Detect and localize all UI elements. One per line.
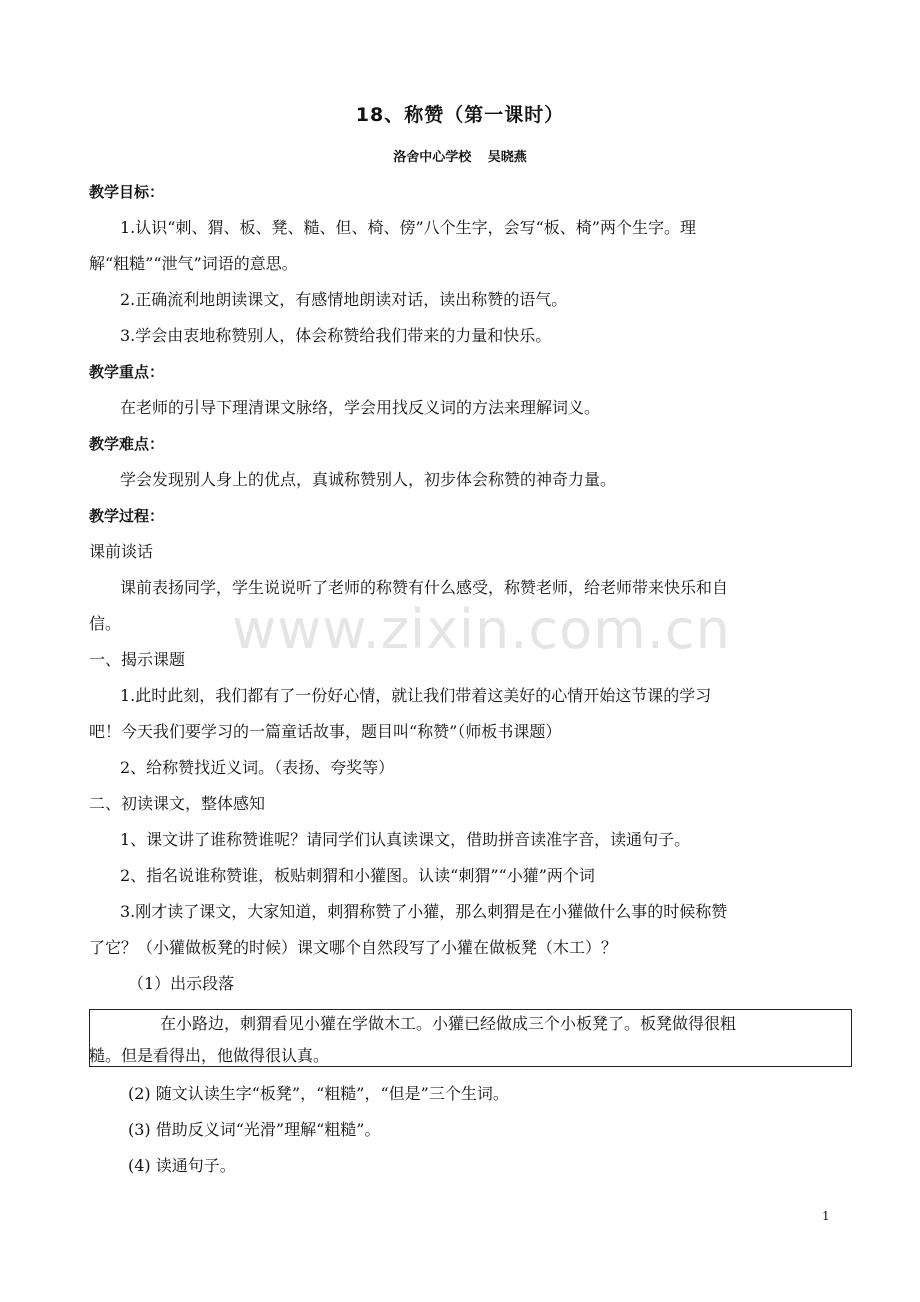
key-point-text: 在老师的引导下理清课文脉络，学会用找反义词的方法来理解词义。 (120, 398, 601, 417)
heading-key-points: 教学重点： (89, 363, 165, 381)
section-1-item-2: 2、给称赞找近义词。（表扬、夸奖等） (120, 758, 395, 777)
sub-item-3: (3) 借助反义词“光滑”理解“粗糙”。 (128, 1120, 381, 1139)
heading-process: 教学过程： (89, 507, 165, 525)
sub-item-2: (2) 随文认读生字“板凳”，“粗糙”，“但是”三个生词。 (128, 1084, 509, 1103)
page-number: 1 (822, 1209, 830, 1223)
section-2-heading: 二、初读课文，整体感知 (89, 794, 266, 813)
heading-teaching-goals: 教学目标： (89, 183, 165, 201)
section-2-item-1: 1、课文讲了谁称赞谁呢？请同学们认真读课文，借助拼音读准字音，读通句子。 (120, 830, 691, 849)
section-2-item-3-line-1: 3.刚才读了课文，大家知道，刺猬称赞了小獾，那么刺猬是在小獾做什么事的时候称赞 (120, 902, 728, 921)
section-1-heading: 一、揭示课题 (89, 650, 186, 669)
goal-1-line-2: 解“粗糙”“泄气”词语的意思。 (89, 254, 298, 273)
pre-class-talk-heading: 课前谈话 (89, 542, 154, 561)
sub-item-show-paragraph: （1）出示段落 (128, 974, 235, 993)
heading-difficulties: 教学难点： (89, 435, 165, 453)
author-line: 洛舍中心学校 吴晓燕 (393, 150, 527, 165)
section-2-item-3-line-2: 了它？（小獾做板凳的时候）课文哪个自然段写了小獾在做板凳（木工）？ (89, 938, 618, 957)
quoted-paragraph-line-2: 糙。但是看得出，他做得很认真。 (89, 1046, 330, 1065)
sub-item-4: (4) 读通句子。 (128, 1156, 236, 1175)
quoted-paragraph-line-1: 在小路边，刺猬看见小獾在学做木工。小獾已经做成三个小板凳了。板凳做得很粗 (160, 1014, 737, 1033)
pre-class-line-1: 课前表扬同学，学生说说听了老师的称赞有什么感受，称赞老师，给老师带来快乐和自 (120, 578, 729, 597)
page-title: 18、称赞（第一课时） (355, 104, 565, 126)
goal-3: 3.学会由衷地称赞别人，体会称赞给我们带来的力量和快乐。 (120, 326, 552, 345)
goal-2: 2.正确流利地朗读课文，有感情地朗读对话，读出称赞的语气。 (120, 290, 568, 309)
goal-1-line-1: 1.认识“刺、猬、板、凳、糙、但、椅、傍”八个生字，会写“板、椅”两个生字。理 (120, 218, 696, 237)
section-1-item-1-line-1: 1.此时此刻，我们都有了一份好心情，就让我们带着这美好的心情开始这节课的学习 (120, 686, 712, 705)
section-2-item-2: 2、指名说谁称赞谁，板贴刺猬和小獾图。认读“刺猬”“小獾”两个词 (120, 866, 595, 885)
pre-class-line-2: 信。 (89, 614, 122, 633)
difficulty-text: 学会发现别人身上的优点，真诚称赞别人，初步体会称赞的神奇力量。 (120, 470, 617, 489)
section-1-item-1-line-2: 吧！今天我们要学习的一篇童话故事，题目叫“称赞”（师板书课题） (89, 722, 562, 741)
watermark: www.zixin.com.cn (232, 598, 731, 661)
